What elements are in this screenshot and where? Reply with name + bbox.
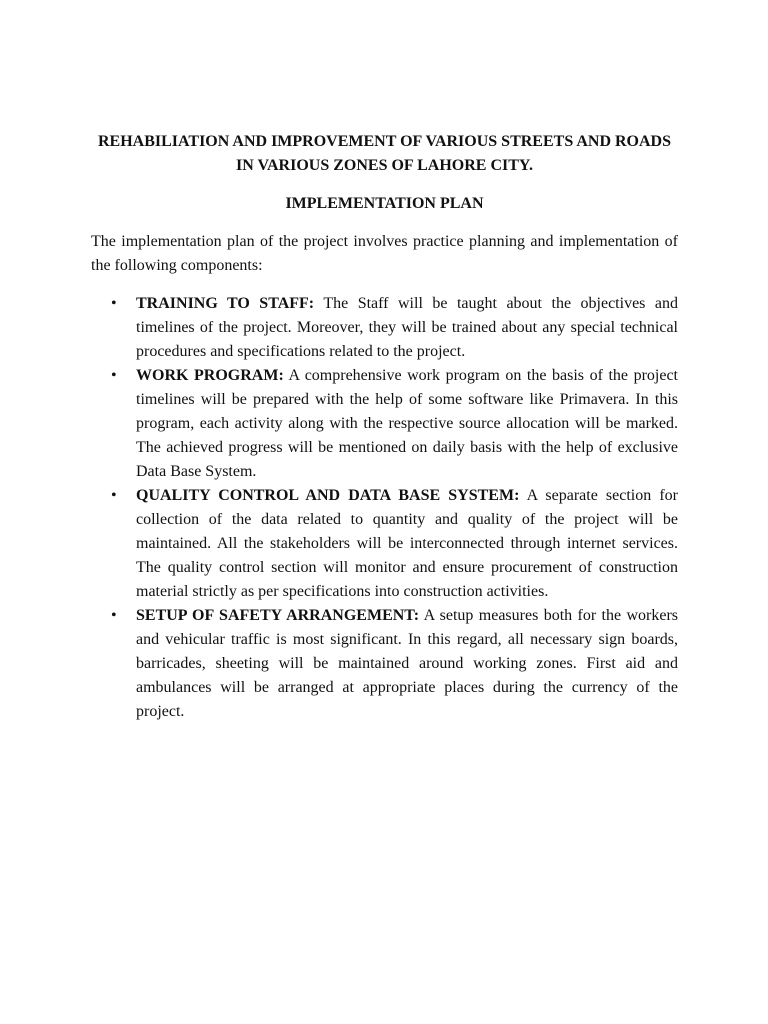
item-term: SETUP OF SAFETY ARRANGEMENT:	[136, 607, 420, 624]
item-text: A setup measures both for the workers and vehicular traffic is most significant. In this regard, all necessary sign boards, barricades, sheeting will be maintained around working zones. First aid and ambulances will be arranged at appropriate places during the currency of the project.	[136, 607, 678, 720]
item-text: The Staff will be taught about the objectives and timelines of the project. Moreover, they will be trained about any special technical procedures and specifications related to the project.	[136, 295, 678, 360]
bullet-icon: •	[111, 607, 117, 624]
document-title: REHABILIATION AND IMPROVEMENT OF VARIOUS STREETS AND ROADS IN VARIOUS ZONES OF LAHORE CITY.	[98, 133, 671, 174]
list-item	[91, 292, 678, 364]
list-item	[91, 484, 678, 604]
bullet-icon: •	[111, 295, 117, 312]
intro-paragraph: The implementation plan of the project involves practice planning and implementation of the following components:	[91, 233, 678, 274]
bullet-icon: •	[111, 367, 117, 384]
item-text: A separate section for collection of the data related to quantity and quality of the project will be maintained. All the stakeholders will be interconnected through internet services. The quality control section will monitor and ensure procurement of construction material strictly as per specifications into construction activities.	[136, 487, 678, 600]
item-term: TRAINING TO STAFF:	[136, 295, 315, 312]
item-term: QUALITY CONTROL AND DATA BASE SYSTEM:	[136, 487, 520, 504]
section-heading: IMPLEMENTATION PLAN	[285, 195, 484, 212]
item-text: A comprehensive work program on the basis of the project timelines will be prepared with the help of some software like Primavera. In this program, each activity along with the respective source allocation will be marked. The achieved progress will be mentioned on daily basis with the help of exclusive Data Base System.	[136, 367, 679, 480]
item-term: WORK PROGRAM:	[136, 367, 284, 384]
list-item	[91, 604, 678, 724]
bullet-icon: •	[111, 487, 117, 504]
components-list	[91, 292, 678, 724]
list-item	[91, 364, 678, 484]
